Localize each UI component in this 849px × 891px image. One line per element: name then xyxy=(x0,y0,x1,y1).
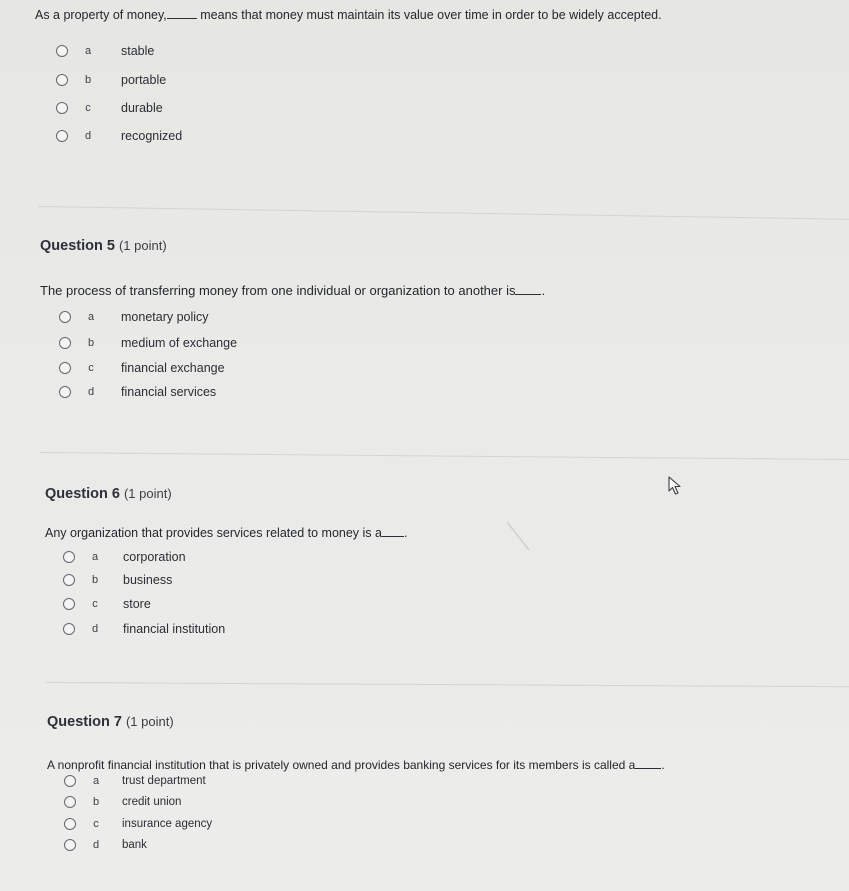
radio-button[interactable] xyxy=(59,362,71,374)
option-letter: d xyxy=(87,386,95,398)
option-label: trust department xyxy=(122,775,206,787)
option-letter: c xyxy=(88,362,94,374)
radio-button[interactable] xyxy=(64,775,76,787)
option-letter: a xyxy=(84,45,92,57)
option-label: credit union xyxy=(122,796,182,808)
question-points: (1 point) xyxy=(118,238,167,253)
option-d[interactable] xyxy=(63,619,225,639)
option-letter: a xyxy=(91,551,99,563)
option-label: durable xyxy=(121,101,163,115)
question-number: Question 7 xyxy=(47,714,122,730)
radio-button[interactable] xyxy=(63,598,75,610)
option-label: portable xyxy=(121,73,167,87)
option-label: monetary policy xyxy=(121,310,209,324)
option-c[interactable] xyxy=(59,358,225,378)
question-title xyxy=(47,714,174,730)
option-label: stable xyxy=(121,44,155,58)
prompt-text-before: A nonprofit financial institution that is privately owned and provides banking services for its members is called a xyxy=(47,758,636,772)
option-label: medium of exchange xyxy=(121,336,238,350)
option-label: recognized xyxy=(121,129,183,143)
radio-button[interactable] xyxy=(59,386,71,398)
option-letter: a xyxy=(87,311,95,323)
answer-blank xyxy=(167,8,197,19)
option-d[interactable] xyxy=(59,382,216,402)
prompt-text-before: Any organization that provides services related to money is a xyxy=(45,526,382,540)
prompt-text-before: As a property of money, xyxy=(35,8,167,22)
radio-button[interactable] xyxy=(59,311,71,323)
option-letter: b xyxy=(87,337,95,349)
option-a[interactable] xyxy=(63,547,186,567)
answer-blank xyxy=(382,526,404,537)
option-label: store xyxy=(123,597,151,611)
option-letter: b xyxy=(92,796,100,808)
radio-button[interactable] xyxy=(56,102,68,114)
answer-blank xyxy=(635,758,661,769)
question-number: Question 5 xyxy=(40,238,115,254)
radio-button[interactable] xyxy=(56,45,68,57)
radio-button[interactable] xyxy=(56,74,68,86)
section-divider xyxy=(38,206,849,220)
option-b[interactable] xyxy=(59,333,237,353)
radio-button[interactable] xyxy=(64,839,76,851)
option-letter: a xyxy=(92,775,100,787)
option-label: insurance agency xyxy=(122,818,213,830)
option-letter: b xyxy=(91,574,99,586)
prompt-text-after: . xyxy=(541,283,546,298)
question-prompt xyxy=(35,8,662,22)
option-a[interactable] xyxy=(59,307,209,327)
option-letter: b xyxy=(84,74,92,86)
question-title xyxy=(45,486,172,502)
option-letter: d xyxy=(84,130,92,142)
option-c[interactable] xyxy=(63,594,151,614)
mouse-pointer-icon xyxy=(668,476,684,496)
radio-button[interactable] xyxy=(56,130,68,142)
radio-button[interactable] xyxy=(64,818,76,830)
section-divider xyxy=(40,452,849,460)
option-a[interactable] xyxy=(64,771,206,791)
option-b[interactable] xyxy=(64,792,181,812)
option-b[interactable] xyxy=(63,570,172,590)
radio-button[interactable] xyxy=(63,623,75,635)
option-letter: c xyxy=(93,818,99,830)
question-prompt xyxy=(40,283,545,298)
option-d[interactable] xyxy=(56,126,182,146)
option-label: financial exchange xyxy=(121,361,225,375)
screen-glare xyxy=(505,520,531,552)
question-title xyxy=(40,238,167,254)
option-label: financial institution xyxy=(123,622,226,636)
question-number: Question 6 xyxy=(45,486,120,502)
option-label: bank xyxy=(122,839,147,851)
answer-blank xyxy=(515,284,541,295)
prompt-text-after: means that money must maintain its value over time in order to be widely accepted. xyxy=(196,8,662,22)
option-label: financial services xyxy=(121,385,217,399)
section-divider xyxy=(46,682,849,687)
option-c[interactable] xyxy=(64,814,212,834)
question-points: (1 point) xyxy=(123,486,172,501)
option-c[interactable] xyxy=(56,98,163,118)
radio-button[interactable] xyxy=(63,551,75,563)
option-b[interactable] xyxy=(56,70,166,90)
prompt-text-after: . xyxy=(661,758,665,772)
radio-button[interactable] xyxy=(59,337,71,349)
option-letter: c xyxy=(92,598,98,610)
option-letter: d xyxy=(91,623,99,635)
question-points: (1 point) xyxy=(125,714,174,729)
option-a[interactable] xyxy=(56,41,154,61)
option-letter: c xyxy=(85,102,91,114)
option-label: corporation xyxy=(123,550,186,564)
radio-button[interactable] xyxy=(63,574,75,586)
option-d[interactable] xyxy=(64,835,147,855)
prompt-text-before: The process of transferring money from one individual or organization to another is xyxy=(40,283,516,298)
question-prompt xyxy=(45,526,407,540)
radio-button[interactable] xyxy=(64,796,76,808)
prompt-text-after: . xyxy=(403,526,408,540)
option-label: business xyxy=(123,573,173,587)
option-letter: d xyxy=(92,839,100,851)
question-prompt xyxy=(47,758,665,772)
